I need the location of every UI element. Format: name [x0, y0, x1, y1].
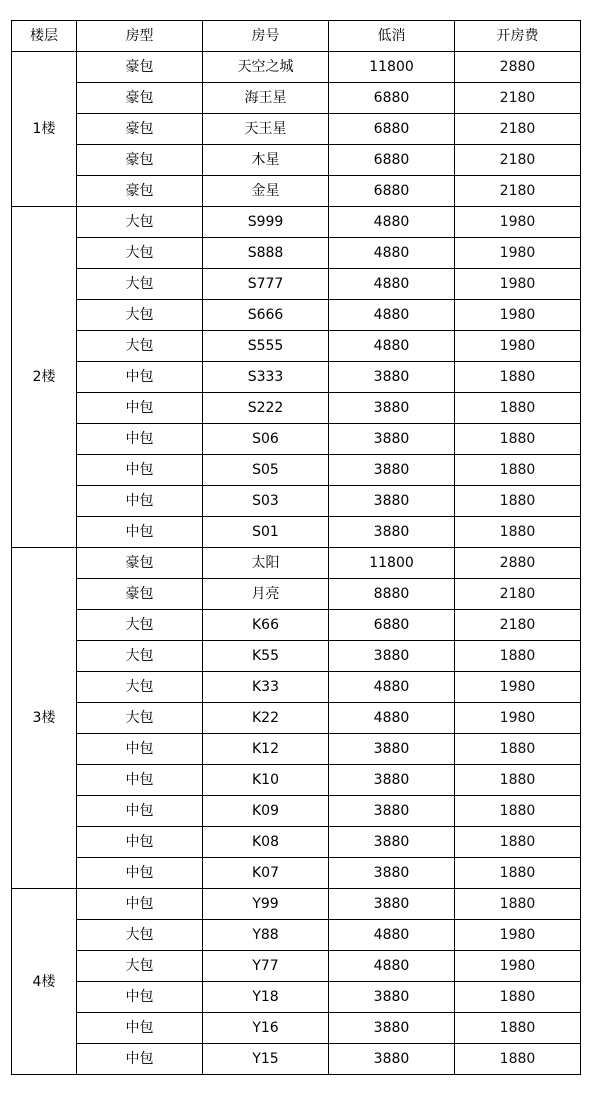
room-fee-cell: 2180 — [455, 83, 581, 114]
room-type-cell: 中包 — [77, 827, 203, 858]
room-number-cell: 天王星 — [203, 114, 329, 145]
room-number-cell: K33 — [203, 672, 329, 703]
table-row — [12, 858, 581, 889]
room-type-cell: 中包 — [77, 982, 203, 1013]
min-spend-cell: 4880 — [329, 269, 455, 300]
min-spend-cell: 6880 — [329, 610, 455, 641]
room-number-cell: Y18 — [203, 982, 329, 1013]
table-row — [12, 734, 581, 765]
min-spend-cell: 3880 — [329, 1044, 455, 1075]
room-number-cell: K22 — [203, 703, 329, 734]
room-type-cell: 大包 — [77, 641, 203, 672]
table-row — [12, 238, 581, 269]
room-fee-cell: 1880 — [455, 486, 581, 517]
header-floor: 楼层 — [12, 21, 77, 52]
room-fee-cell: 1880 — [455, 796, 581, 827]
min-spend-cell: 4880 — [329, 300, 455, 331]
room-number-cell: Y15 — [203, 1044, 329, 1075]
room-number-cell: S01 — [203, 517, 329, 548]
room-price-table — [11, 20, 581, 1075]
room-number-cell: S888 — [203, 238, 329, 269]
header-room-type: 房型 — [77, 21, 203, 52]
room-type-cell: 豪包 — [77, 114, 203, 145]
room-fee-cell: 1880 — [455, 362, 581, 393]
room-fee-cell: 1880 — [455, 889, 581, 920]
room-number-cell: S05 — [203, 455, 329, 486]
room-number-cell: S06 — [203, 424, 329, 455]
table-row — [12, 920, 581, 951]
min-spend-cell: 3880 — [329, 517, 455, 548]
room-number-cell: K08 — [203, 827, 329, 858]
table-row — [12, 951, 581, 982]
room-fee-cell: 1880 — [455, 734, 581, 765]
room-type-cell: 大包 — [77, 610, 203, 641]
room-fee-cell: 2180 — [455, 610, 581, 641]
min-spend-cell: 4880 — [329, 238, 455, 269]
room-fee-cell: 2180 — [455, 579, 581, 610]
room-type-cell: 大包 — [77, 207, 203, 238]
room-number-cell: Y99 — [203, 889, 329, 920]
room-number-cell: S555 — [203, 331, 329, 362]
min-spend-cell: 6880 — [329, 114, 455, 145]
table-row — [12, 269, 581, 300]
room-type-cell: 大包 — [77, 703, 203, 734]
room-fee-cell: 1880 — [455, 517, 581, 548]
room-fee-cell: 1880 — [455, 827, 581, 858]
room-type-cell: 中包 — [77, 517, 203, 548]
floor-label: 2楼 — [12, 207, 77, 548]
table-row — [12, 114, 581, 145]
min-spend-cell: 3880 — [329, 641, 455, 672]
table-row — [12, 641, 581, 672]
table-row — [12, 765, 581, 796]
room-type-cell: 豪包 — [77, 52, 203, 83]
room-type-cell: 中包 — [77, 889, 203, 920]
room-fee-cell: 2180 — [455, 176, 581, 207]
room-fee-cell: 1980 — [455, 672, 581, 703]
room-number-cell: Y77 — [203, 951, 329, 982]
room-fee-cell: 1880 — [455, 424, 581, 455]
min-spend-cell: 3880 — [329, 982, 455, 1013]
min-spend-cell: 3880 — [329, 455, 455, 486]
room-fee-cell: 1980 — [455, 300, 581, 331]
room-type-cell: 中包 — [77, 424, 203, 455]
room-fee-cell: 2880 — [455, 548, 581, 579]
room-type-cell: 豪包 — [77, 145, 203, 176]
floor-label: 3楼 — [12, 548, 77, 889]
room-type-cell: 中包 — [77, 796, 203, 827]
min-spend-cell: 11800 — [329, 548, 455, 579]
min-spend-cell: 11800 — [329, 52, 455, 83]
room-number-cell: K07 — [203, 858, 329, 889]
room-number-cell: 月亮 — [203, 579, 329, 610]
table-row — [12, 517, 581, 548]
room-number-cell: 金星 — [203, 176, 329, 207]
table-row — [12, 827, 581, 858]
room-fee-cell: 1980 — [455, 207, 581, 238]
room-type-cell: 中包 — [77, 486, 203, 517]
header-room-number: 房号 — [203, 21, 329, 52]
min-spend-cell: 3880 — [329, 827, 455, 858]
room-number-cell: Y88 — [203, 920, 329, 951]
min-spend-cell: 6880 — [329, 83, 455, 114]
min-spend-cell: 3880 — [329, 765, 455, 796]
table-row — [12, 300, 581, 331]
room-number-cell: 海王星 — [203, 83, 329, 114]
header-room-fee: 开房费 — [455, 21, 581, 52]
room-fee-cell: 2180 — [455, 114, 581, 145]
room-fee-cell: 1980 — [455, 238, 581, 269]
room-number-cell: 天空之城 — [203, 52, 329, 83]
room-fee-cell: 2880 — [455, 52, 581, 83]
room-number-cell: Y16 — [203, 1013, 329, 1044]
table-row — [12, 145, 581, 176]
min-spend-cell: 4880 — [329, 672, 455, 703]
room-fee-cell: 1880 — [455, 641, 581, 672]
room-fee-cell: 1880 — [455, 1044, 581, 1075]
min-spend-cell: 3880 — [329, 393, 455, 424]
room-fee-cell: 1980 — [455, 269, 581, 300]
header-min-spend: 低消 — [329, 21, 455, 52]
table-row — [12, 610, 581, 641]
table-row — [12, 362, 581, 393]
room-fee-cell: 1980 — [455, 331, 581, 362]
min-spend-cell: 4880 — [329, 207, 455, 238]
table-row — [12, 207, 581, 238]
room-number-cell: S999 — [203, 207, 329, 238]
room-number-cell: K10 — [203, 765, 329, 796]
room-number-cell: S666 — [203, 300, 329, 331]
table-row — [12, 548, 581, 579]
room-number-cell: K66 — [203, 610, 329, 641]
room-type-cell: 中包 — [77, 455, 203, 486]
room-fee-cell: 1980 — [455, 920, 581, 951]
table-row — [12, 1013, 581, 1044]
min-spend-cell: 3880 — [329, 858, 455, 889]
room-type-cell: 豪包 — [77, 83, 203, 114]
table-row — [12, 331, 581, 362]
room-number-cell: S333 — [203, 362, 329, 393]
table-body — [12, 21, 581, 1075]
room-type-cell: 中包 — [77, 362, 203, 393]
room-number-cell: K55 — [203, 641, 329, 672]
room-type-cell: 大包 — [77, 951, 203, 982]
room-type-cell: 中包 — [77, 1044, 203, 1075]
room-fee-cell: 1880 — [455, 858, 581, 889]
room-type-cell: 豪包 — [77, 176, 203, 207]
room-fee-cell: 1880 — [455, 1013, 581, 1044]
room-type-cell: 中包 — [77, 765, 203, 796]
room-type-cell: 中包 — [77, 1013, 203, 1044]
room-type-cell: 大包 — [77, 672, 203, 703]
table-row — [12, 52, 581, 83]
room-type-cell: 大包 — [77, 269, 203, 300]
room-fee-cell: 1880 — [455, 455, 581, 486]
min-spend-cell: 4880 — [329, 703, 455, 734]
min-spend-cell: 3880 — [329, 486, 455, 517]
table-row — [12, 1044, 581, 1075]
floor-label: 4楼 — [12, 889, 77, 1075]
min-spend-cell: 3880 — [329, 796, 455, 827]
room-fee-cell: 1980 — [455, 703, 581, 734]
room-number-cell: S777 — [203, 269, 329, 300]
min-spend-cell: 6880 — [329, 145, 455, 176]
table-row — [12, 176, 581, 207]
room-fee-cell: 1980 — [455, 951, 581, 982]
room-number-cell: K12 — [203, 734, 329, 765]
min-spend-cell: 6880 — [329, 176, 455, 207]
room-type-cell: 大包 — [77, 238, 203, 269]
room-type-cell: 大包 — [77, 300, 203, 331]
room-type-cell: 大包 — [77, 920, 203, 951]
room-type-cell: 大包 — [77, 331, 203, 362]
min-spend-cell: 3880 — [329, 1013, 455, 1044]
room-type-cell: 豪包 — [77, 579, 203, 610]
table-row — [12, 393, 581, 424]
table-row — [12, 455, 581, 486]
min-spend-cell: 3880 — [329, 889, 455, 920]
table-row — [12, 796, 581, 827]
room-fee-cell: 1880 — [455, 982, 581, 1013]
room-number-cell: 太阳 — [203, 548, 329, 579]
room-number-cell: S03 — [203, 486, 329, 517]
min-spend-cell: 4880 — [329, 331, 455, 362]
room-fee-cell: 1880 — [455, 765, 581, 796]
room-number-cell: S222 — [203, 393, 329, 424]
table-row — [12, 889, 581, 920]
min-spend-cell: 4880 — [329, 951, 455, 982]
room-fee-cell: 2180 — [455, 145, 581, 176]
table-row — [12, 83, 581, 114]
min-spend-cell: 3880 — [329, 424, 455, 455]
room-type-cell: 中包 — [77, 393, 203, 424]
header-row — [12, 21, 581, 52]
min-spend-cell: 8880 — [329, 579, 455, 610]
min-spend-cell: 3880 — [329, 734, 455, 765]
table-row — [12, 486, 581, 517]
room-type-cell: 中包 — [77, 734, 203, 765]
min-spend-cell: 3880 — [329, 362, 455, 393]
room-fee-cell: 1880 — [455, 393, 581, 424]
min-spend-cell: 4880 — [329, 920, 455, 951]
room-number-cell: K09 — [203, 796, 329, 827]
floor-label: 1楼 — [12, 52, 77, 207]
room-type-cell: 豪包 — [77, 548, 203, 579]
table-row — [12, 703, 581, 734]
table-row — [12, 982, 581, 1013]
room-number-cell: 木星 — [203, 145, 329, 176]
room-type-cell: 中包 — [77, 858, 203, 889]
table-row — [12, 424, 581, 455]
table-row — [12, 579, 581, 610]
price-sheet — [11, 20, 581, 1075]
table-row — [12, 672, 581, 703]
